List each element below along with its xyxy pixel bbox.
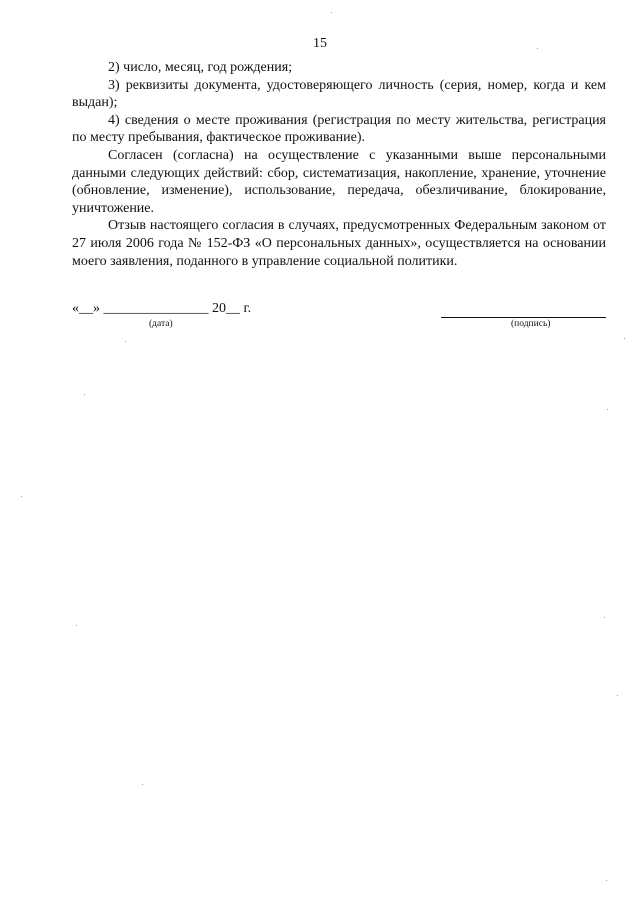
paragraph-birth-date: 2) число, месяц, год рождения; xyxy=(108,60,293,75)
document-body xyxy=(72,59,606,270)
scan-speck xyxy=(142,784,143,785)
page-number: 15 xyxy=(313,36,327,51)
scan-speck xyxy=(21,496,22,497)
scan-speck xyxy=(617,695,618,696)
scan-speck xyxy=(76,625,77,626)
paragraph-consent-withdrawal: Отзыв настоящего согласия в случаях, предусмотренных Федеральным законом от 27 июля 2006 года № 152-ФЗ «О персональных данных», осуществляется на основании моего заявления, поданного в управление социальной политики. xyxy=(72,218,606,269)
signature-caption: (подпись) xyxy=(511,319,551,329)
paragraph-consent-actions: Согласен (согласна) на осуществление с указанными выше персональными данными следующих действий: сбор, систематизация, накопление, хранение, уточнение (обновление, изменение), использование, передача, обезличивание, блокирование, уничтожение. xyxy=(72,147,606,216)
scan-speck xyxy=(607,409,608,410)
scan-speck xyxy=(331,12,332,13)
paragraph-identity-document: 3) реквизиты документа, удостоверяющего личность (серия, номер, когда и кем выдан); xyxy=(72,77,606,111)
scan-speck xyxy=(125,341,126,342)
scan-speck xyxy=(84,394,85,395)
signature-line xyxy=(441,301,606,318)
scan-speck xyxy=(624,338,625,339)
date-caption: (дата) xyxy=(149,319,173,329)
date-line: «__» _______________ 20__ г. xyxy=(72,301,252,316)
paragraph-residence: 4) сведения о месте проживания (регистрация по месту жительства, регистрация по месту пребывания, фактическое проживание). xyxy=(72,112,606,146)
scan-speck xyxy=(537,48,538,49)
scan-speck xyxy=(604,617,605,618)
scan-speck xyxy=(606,880,607,881)
